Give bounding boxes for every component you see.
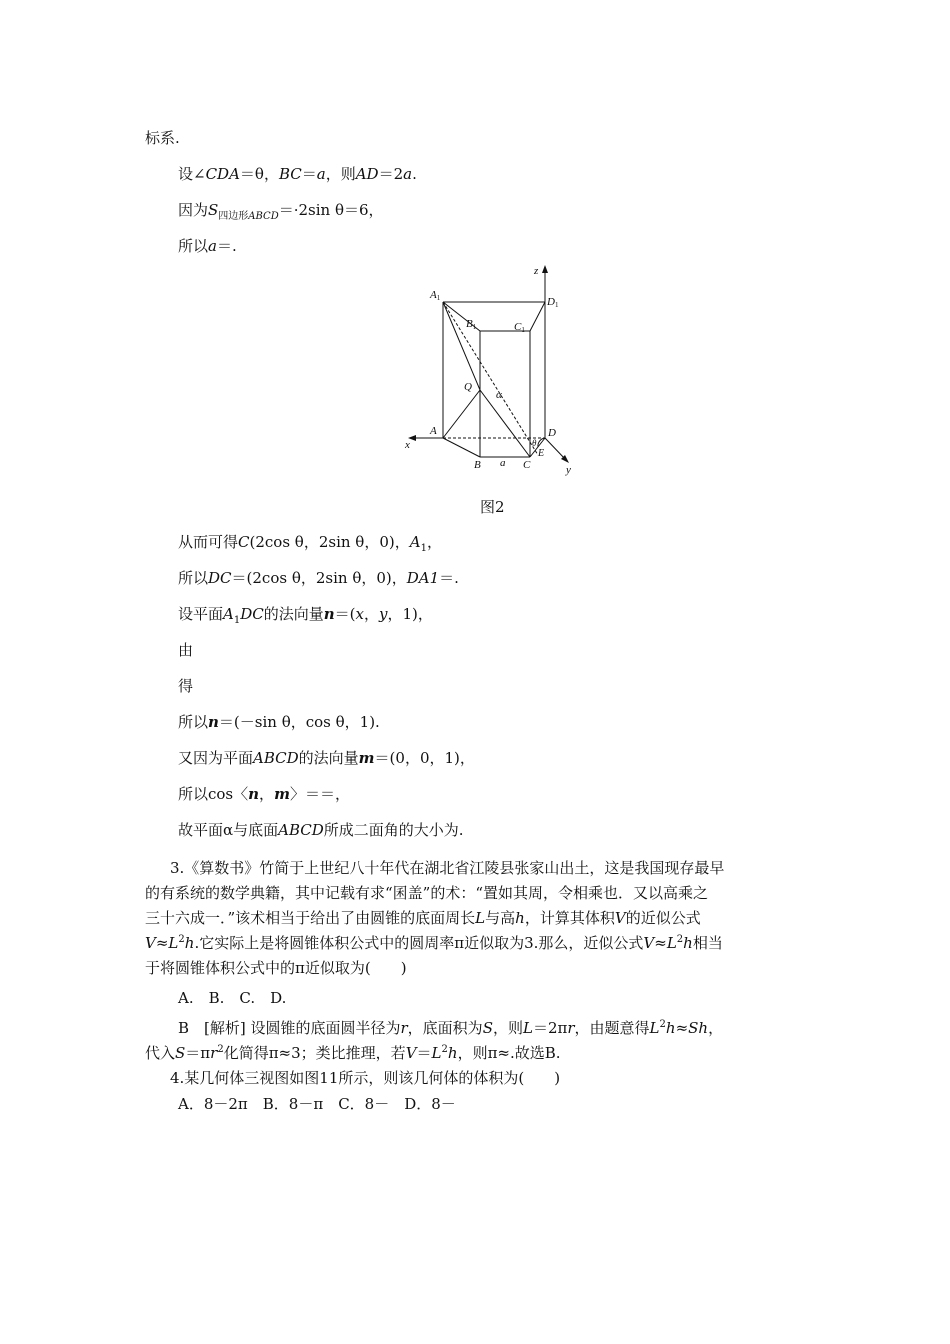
- z-axis-arrow: [542, 265, 548, 273]
- y-axis: [545, 438, 566, 460]
- label-a-edge: a: [500, 457, 506, 469]
- text-line-10: 所以n＝(－sin θ，cos θ，1).: [178, 713, 380, 731]
- label-b1: B1: [466, 318, 477, 331]
- q3-line-3: 三十六成一．”该术相当于给出了由圆锥的底面周长L与高h，计算其体积V的近似公式: [145, 909, 701, 927]
- text-line-5: 从而可得C(2cos θ，2sin θ，0)，$A_1$，: [178, 533, 442, 554]
- label-d1: D1: [547, 296, 559, 309]
- label-d: D: [548, 427, 556, 439]
- q3-line-1: 3.《算数书》竹简于上世纪八十年代在湖北省江陵县张家山出土，这是我国现存最早: [170, 859, 725, 877]
- q4-line-1: 4.某几何体三视图如图11所示，则该几何体的体积为( ): [170, 1069, 561, 1087]
- text-line-13: 故平面α与底面ABCD所成二面角的大小为.: [178, 821, 464, 839]
- label-theta: θ: [532, 438, 537, 448]
- text-line-11: 又因为平面ABCD的法向量m＝(0，0，1)，: [178, 749, 475, 767]
- label-b: B: [474, 459, 481, 471]
- text-line-1: 标系.: [145, 129, 180, 147]
- q4-options: A．8－2π B．8－π C．8－ D．8－: [178, 1095, 456, 1113]
- label-alpha: α: [496, 389, 502, 401]
- label-a1: A1: [430, 289, 441, 302]
- label-x: x: [405, 439, 410, 451]
- a3-line-1: B [解析] 设圆锥的底面圆半径为r，底面积为S，则L＝2πr，由题意得$L^2h\approx Sh$，: [178, 1019, 724, 1037]
- text-line-8: 由: [178, 641, 194, 659]
- label-z: z: [534, 265, 539, 277]
- label-y: y: [566, 464, 571, 476]
- text-line-2: 设∠CDA＝θ，BC＝a，则AD＝2a.: [178, 165, 417, 183]
- text-line-12: 所以cos〈n，m〉＝＝，: [178, 785, 350, 803]
- q3-line-5: 于将圆锥体积公式中的π近似取为( ): [145, 959, 407, 977]
- text-line-9: 得: [178, 677, 194, 695]
- figure-caption: 图2: [480, 498, 505, 516]
- label-c: C: [523, 459, 531, 471]
- text-line-3: 因为$S_{四边形ABCD}=\cdot 2\sin$ θ＝6，: [178, 201, 384, 222]
- q3-line-2: 的有系统的数学典籍，其中记载有求“囷盖”的术：“置如其周，令相乘也．又以高乘之: [145, 884, 709, 902]
- label-q: Q: [464, 381, 472, 393]
- label-e: E: [538, 448, 545, 459]
- q3-line-4: $V\approx L^2h$.它实际上是将圆锥体积公式中的圆周率π近似取为3.那么，近似公式$V\approx L^2h$相当: [145, 934, 723, 952]
- q3-options: A. B. C. D.: [178, 989, 287, 1007]
- a3-line-2: 代入$S=\pi r^2$化简得π≈3；类比推理，若$V=L^2h$，则π≈.故选B.: [145, 1044, 561, 1062]
- label-a: A: [430, 425, 437, 437]
- prism-figure: [400, 262, 590, 477]
- text-line-4: 所以a＝.: [178, 237, 237, 255]
- text-line-6: 所以DC＝(2cos θ，2sin θ，0)，DA1＝.: [178, 569, 459, 587]
- label-c1: C1: [514, 321, 525, 334]
- text-line-7: 设平面$A_1DC$的法向量n＝(x，y，1)，: [178, 605, 433, 626]
